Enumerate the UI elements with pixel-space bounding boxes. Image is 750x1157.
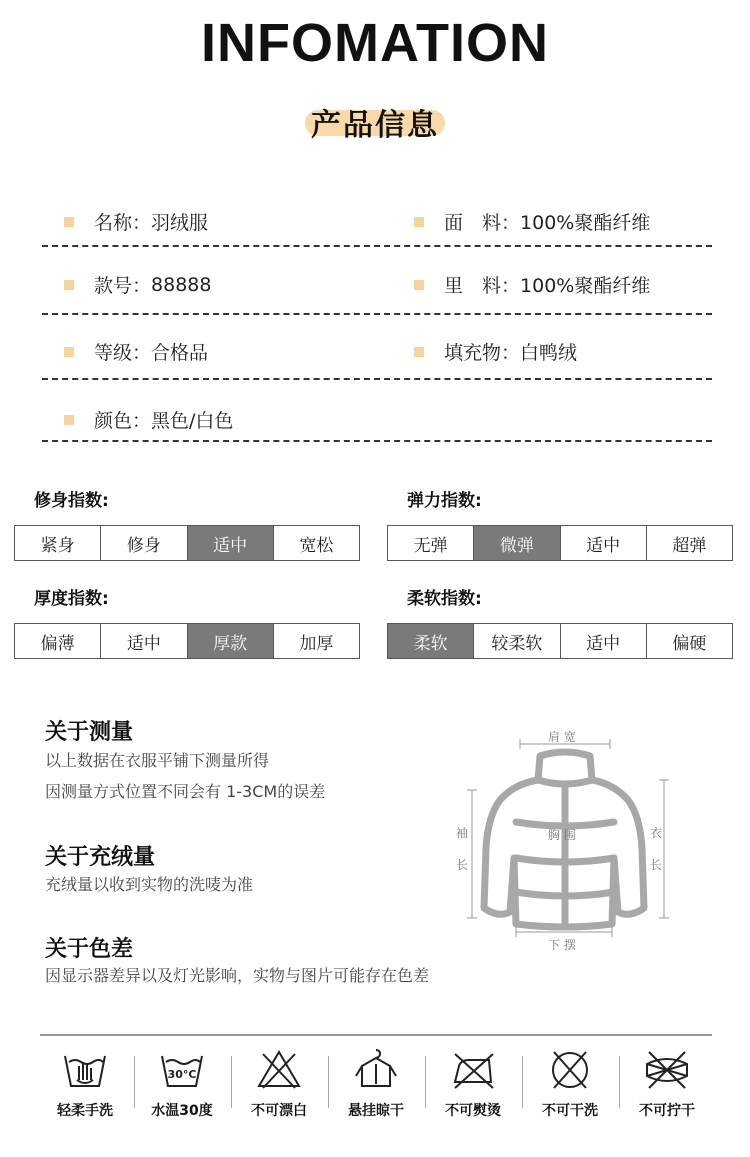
info-label: 等级： <box>94 342 152 364</box>
info-label: 里 料： <box>444 275 521 297</box>
elastic-option: 微弹 <box>474 526 560 560</box>
color-title: 关于色差 <box>45 937 134 962</box>
elastic-index-label: 弹力指数: <box>407 491 482 511</box>
bullet-icon <box>64 280 74 290</box>
care-label: 水温30度 <box>151 1103 213 1119</box>
care-no-bleach <box>231 1046 327 1126</box>
bullet-icon <box>64 347 74 357</box>
measure-line: 以上数据在衣服平铺下测量所得 <box>45 751 270 770</box>
filling-line: 充绒量以收到实物的洗唛为准 <box>45 875 254 894</box>
bullet-icon <box>414 280 424 290</box>
info-grade <box>64 338 208 365</box>
info-value: 100%聚酯纤维 <box>520 212 651 234</box>
softness-option: 偏硬 <box>672 633 707 654</box>
info-style-number <box>64 271 211 298</box>
bullet-icon <box>64 415 74 425</box>
info-value: 88888 <box>151 273 212 296</box>
shoulder-width-label: 肩 宽 <box>548 730 576 744</box>
fit-option: 宽松 <box>299 535 334 556</box>
divider <box>42 440 712 442</box>
thickness-index-scale <box>14 623 360 659</box>
care-label: 不可熨烫 <box>445 1103 501 1119</box>
measure-title: 关于测量 <box>45 720 134 745</box>
filling-title: 关于充绒量 <box>45 845 156 870</box>
no-bleach-icon <box>255 1046 303 1092</box>
info-value: 羽绒服 <box>151 212 209 234</box>
temp-badge: 30°C <box>167 1068 197 1081</box>
chest-label: 胸 围 <box>548 828 576 842</box>
length-label-top: 衣 <box>650 826 663 840</box>
softness-index-label: 柔软指数: <box>407 589 482 609</box>
elastic-option: 无弹 <box>388 526 474 560</box>
bullet-icon <box>64 217 74 227</box>
care-hang-dry <box>328 1046 424 1126</box>
water-temp-30-icon <box>158 1046 206 1092</box>
care-label: 悬挂晾干 <box>348 1103 404 1119</box>
fit-index-scale <box>14 525 360 561</box>
info-value: 100%聚酯纤维 <box>520 275 651 297</box>
softness-option: 较柔软 <box>474 624 560 658</box>
info-label: 名称： <box>94 212 152 234</box>
info-filling <box>414 338 577 365</box>
info-shell-fabric <box>414 208 650 235</box>
info-name <box>64 208 208 235</box>
info-label: 填充物： <box>444 342 521 364</box>
care-divider <box>40 1034 712 1036</box>
care-label: 不可干洗 <box>542 1103 598 1119</box>
care-label: 不可拧干 <box>639 1103 695 1119</box>
care-no-wring <box>619 1046 715 1126</box>
no-wring-icon <box>643 1046 691 1092</box>
elastic-index-scale <box>387 525 733 561</box>
thickness-option: 偏薄 <box>15 624 101 658</box>
page-subtitle: 产品信息 <box>311 108 439 143</box>
divider <box>42 313 712 315</box>
hem-label: 下 摆 <box>548 938 576 952</box>
softness-option: 柔软 <box>388 624 474 658</box>
gentle-hand-wash-icon <box>61 1046 109 1092</box>
thickness-option: 适中 <box>101 624 187 658</box>
fit-index-label: 修身指数: <box>34 491 109 511</box>
softness-option: 适中 <box>561 624 647 658</box>
softness-index-scale <box>387 623 733 659</box>
info-value: 白鸭绒 <box>520 342 578 364</box>
divider <box>42 245 712 247</box>
info-lining <box>414 271 650 298</box>
page-title: INFOMATION <box>201 13 549 73</box>
info-label: 款号： <box>94 275 152 297</box>
measure-line: 因测量方式位置不同会有 1-3CM的误差 <box>45 782 326 801</box>
sleeve-label-bottom: 长 <box>456 858 469 872</box>
fit-option: 适中 <box>188 526 274 560</box>
care-no-iron <box>425 1046 521 1126</box>
care-water-temp <box>134 1046 230 1126</box>
care-no-dry-clean <box>522 1046 618 1126</box>
divider <box>42 378 712 380</box>
info-value: 合格品 <box>151 342 209 364</box>
bullet-icon <box>414 217 424 227</box>
no-tumble-dry-icon <box>546 1046 594 1092</box>
sleeve-label-top: 袖 <box>456 826 469 840</box>
thickness-index-label: 厚度指数: <box>34 589 109 609</box>
care-label: 不可漂白 <box>251 1103 307 1119</box>
no-iron-icon <box>449 1046 497 1092</box>
elastic-option: 超弹 <box>672 535 707 556</box>
bullet-icon <box>414 347 424 357</box>
care-label: 轻柔手洗 <box>57 1103 113 1119</box>
subtitle-block <box>0 96 750 146</box>
fit-option: 紧身 <box>15 526 101 560</box>
elastic-option: 适中 <box>561 526 647 560</box>
info-label: 颜色： <box>94 410 152 432</box>
hang-dry-icon <box>352 1046 400 1092</box>
thickness-option: 加厚 <box>299 633 334 654</box>
thickness-option: 厚款 <box>188 624 274 658</box>
info-value: 黑色/白色 <box>151 410 234 432</box>
color-line: 因显示器差异以及灯光影响，实物与图片可能存在色差 <box>45 966 430 985</box>
care-gentle-hand-wash <box>37 1046 133 1126</box>
info-label: 面 料： <box>444 212 521 234</box>
length-label-bottom: 长 <box>650 858 663 872</box>
fit-option: 修身 <box>101 526 187 560</box>
info-color <box>64 406 233 433</box>
